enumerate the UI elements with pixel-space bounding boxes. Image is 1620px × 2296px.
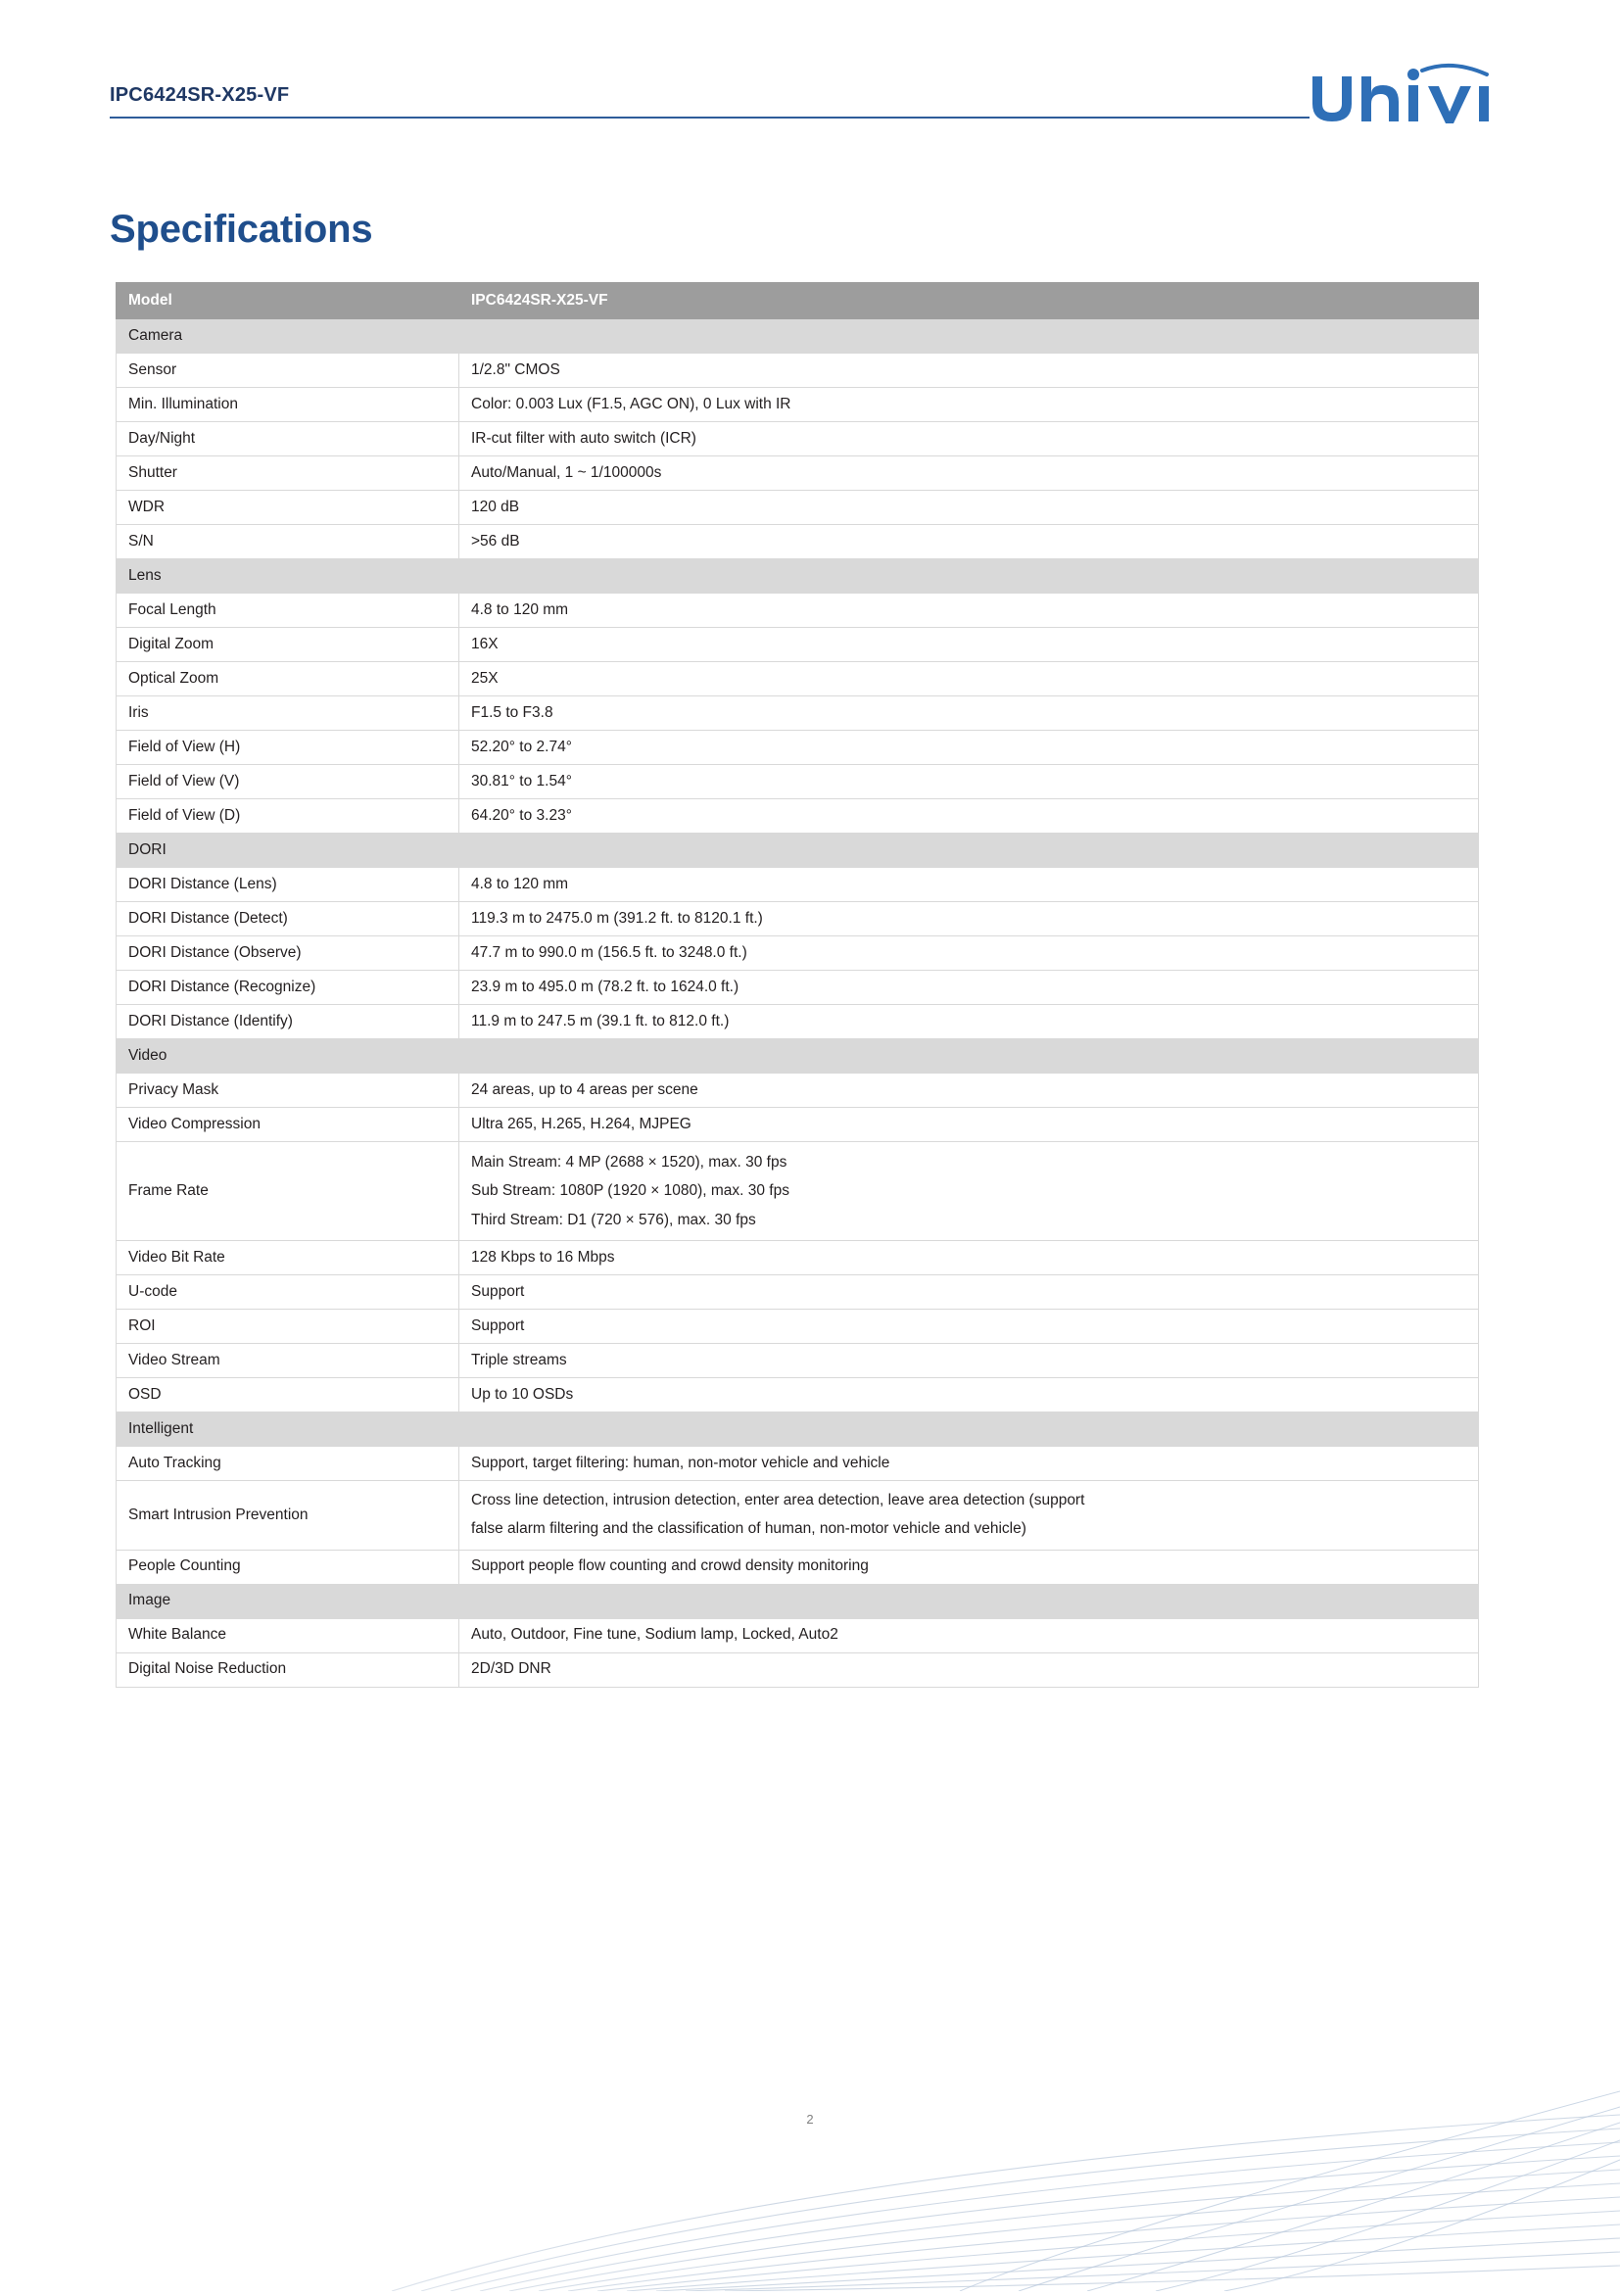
row-value: 16X	[459, 628, 1479, 662]
section-label: DORI	[117, 834, 1479, 868]
row-label: Digital Zoom	[117, 628, 459, 662]
row-label: Video Compression	[117, 1108, 459, 1142]
table-row	[117, 594, 1479, 628]
row-label: White Balance	[117, 1618, 459, 1652]
row-label: Video Stream	[117, 1344, 459, 1378]
row-label: DORI Distance (Identify)	[117, 1005, 459, 1039]
row-label: ROI	[117, 1310, 459, 1344]
row-value: Support	[459, 1275, 1479, 1310]
table-row	[117, 1005, 1479, 1039]
row-value: F1.5 to F3.8	[459, 696, 1479, 731]
row-value-line: Cross line detection, intrusion detection, enter area detection, leave area detection (support	[471, 1492, 1085, 1509]
table-row	[117, 388, 1479, 422]
row-value: 2D/3D DNR	[459, 1652, 1479, 1687]
table-header-row	[117, 283, 1479, 319]
table-section-lens	[117, 559, 1479, 594]
table-row	[117, 1074, 1479, 1108]
footer-decoration	[0, 1997, 1620, 2291]
table-row	[117, 491, 1479, 525]
table-row	[117, 1108, 1479, 1142]
uniview-logo	[1305, 63, 1510, 141]
row-label: DORI Distance (Lens)	[117, 868, 459, 902]
row-label: Field of View (H)	[117, 731, 459, 765]
table-row	[117, 354, 1479, 388]
table-row	[117, 1241, 1479, 1275]
page-header	[110, 84, 1510, 139]
table-section-camera	[117, 319, 1479, 354]
row-label: Frame Rate	[117, 1142, 459, 1241]
row-label: Smart Intrusion Prevention	[117, 1481, 459, 1550]
table-row	[117, 696, 1479, 731]
row-value: Support	[459, 1310, 1479, 1344]
header-model-code: IPC6424SR-X25-VF	[110, 84, 290, 106]
row-value: 119.3 m to 2475.0 m (391.2 ft. to 8120.1 ft.)	[459, 902, 1479, 936]
table-row	[117, 1275, 1479, 1310]
table-header-label: Model	[117, 283, 459, 319]
table-row	[117, 628, 1479, 662]
table-row	[117, 971, 1479, 1005]
row-value: IR-cut filter with auto switch (ICR)	[459, 422, 1479, 456]
row-value: 64.20° to 3.23°	[459, 799, 1479, 834]
row-label: DORI Distance (Detect)	[117, 902, 459, 936]
table-row	[117, 765, 1479, 799]
section-label: Image	[117, 1584, 1479, 1618]
row-value: 23.9 m to 495.0 m (78.2 ft. to 1624.0 ft.)	[459, 971, 1479, 1005]
row-label: Sensor	[117, 354, 459, 388]
row-label: Optical Zoom	[117, 662, 459, 696]
specifications-table	[116, 282, 1479, 1688]
row-value: Support people flow counting and crowd density monitoring	[459, 1550, 1479, 1584]
row-label: Field of View (D)	[117, 799, 459, 834]
row-value: Triple streams	[459, 1344, 1479, 1378]
page-title: Specifications	[110, 208, 373, 251]
row-value: 47.7 m to 990.0 m (156.5 ft. to 3248.0 ft.)	[459, 936, 1479, 971]
row-label: Privacy Mask	[117, 1074, 459, 1108]
row-value: 25X	[459, 662, 1479, 696]
table-section-intelligent	[117, 1412, 1479, 1447]
row-label: Day/Night	[117, 422, 459, 456]
row-label: Focal Length	[117, 594, 459, 628]
row-value: 30.81° to 1.54°	[459, 765, 1479, 799]
section-label: Camera	[117, 319, 1479, 354]
row-label: Video Bit Rate	[117, 1241, 459, 1275]
section-label: Video	[117, 1039, 1479, 1074]
specifications-table-body	[117, 283, 1479, 1688]
row-value-line: Main Stream: 4 MP (2688 × 1520), max. 30 fps	[471, 1154, 787, 1171]
row-label: Digital Noise Reduction	[117, 1652, 459, 1687]
table-row	[117, 1618, 1479, 1652]
row-value: 24 areas, up to 4 areas per scene	[459, 1074, 1479, 1108]
table-row	[117, 799, 1479, 834]
row-label: DORI Distance (Observe)	[117, 936, 459, 971]
row-value: 11.9 m to 247.5 m (39.1 ft. to 812.0 ft.)	[459, 1005, 1479, 1039]
row-value-line: Sub Stream: 1080P (1920 × 1080), max. 30 fps	[471, 1182, 789, 1200]
table-row	[117, 1344, 1479, 1378]
row-value: Auto/Manual, 1 ~ 1/100000s	[459, 456, 1479, 491]
table-section-video	[117, 1039, 1479, 1074]
row-value-line: Third Stream: D1 (720 × 576), max. 30 fps	[471, 1211, 756, 1228]
row-label: Field of View (V)	[117, 765, 459, 799]
row-label: People Counting	[117, 1550, 459, 1584]
table-row	[117, 422, 1479, 456]
row-value: 120 dB	[459, 491, 1479, 525]
table-row	[117, 731, 1479, 765]
row-value: Auto, Outdoor, Fine tune, Sodium lamp, Locked, Auto2	[459, 1618, 1479, 1652]
row-value: >56 dB	[459, 525, 1479, 559]
table-row-smart-intrusion	[117, 1481, 1479, 1550]
row-value: Ultra 265, H.265, H.264, MJPEG	[459, 1108, 1479, 1142]
row-value: 1/2.8" CMOS	[459, 354, 1479, 388]
row-label: Auto Tracking	[117, 1447, 459, 1481]
row-value-line: false alarm filtering and the classification of human, non-motor vehicle and vehicle)	[471, 1519, 1026, 1537]
row-label: Min. Illumination	[117, 388, 459, 422]
table-row	[117, 662, 1479, 696]
row-value: Up to 10 OSDs	[459, 1378, 1479, 1412]
table-row	[117, 1447, 1479, 1481]
row-value	[459, 1142, 1479, 1241]
table-row	[117, 902, 1479, 936]
table-header-value: IPC6424SR-X25-VF	[459, 283, 1479, 319]
row-value	[459, 1481, 1479, 1550]
row-value: Color: 0.003 Lux (F1.5, AGC ON), 0 Lux with IR	[459, 388, 1479, 422]
section-label: Intelligent	[117, 1412, 1479, 1447]
row-label: U-code	[117, 1275, 459, 1310]
row-value: 52.20° to 2.74°	[459, 731, 1479, 765]
row-value: 128 Kbps to 16 Mbps	[459, 1241, 1479, 1275]
table-row	[117, 868, 1479, 902]
table-row-frame-rate	[117, 1142, 1479, 1241]
page-number: 2	[806, 2112, 814, 2127]
table-row	[117, 456, 1479, 491]
row-value: 4.8 to 120 mm	[459, 594, 1479, 628]
table-row	[117, 1378, 1479, 1412]
row-label: S/N	[117, 525, 459, 559]
row-label: Shutter	[117, 456, 459, 491]
row-value: 4.8 to 120 mm	[459, 868, 1479, 902]
table-section-dori	[117, 834, 1479, 868]
table-row	[117, 525, 1479, 559]
row-label: DORI Distance (Recognize)	[117, 971, 459, 1005]
row-label: OSD	[117, 1378, 459, 1412]
row-label: Iris	[117, 696, 459, 731]
row-label: WDR	[117, 491, 459, 525]
table-row	[117, 1652, 1479, 1687]
table-row	[117, 936, 1479, 971]
row-value: Support, target filtering: human, non-motor vehicle and vehicle	[459, 1447, 1479, 1481]
header-divider	[110, 117, 1310, 119]
table-row	[117, 1310, 1479, 1344]
table-row	[117, 1550, 1479, 1584]
table-section-image	[117, 1584, 1479, 1618]
section-label: Lens	[117, 559, 1479, 594]
